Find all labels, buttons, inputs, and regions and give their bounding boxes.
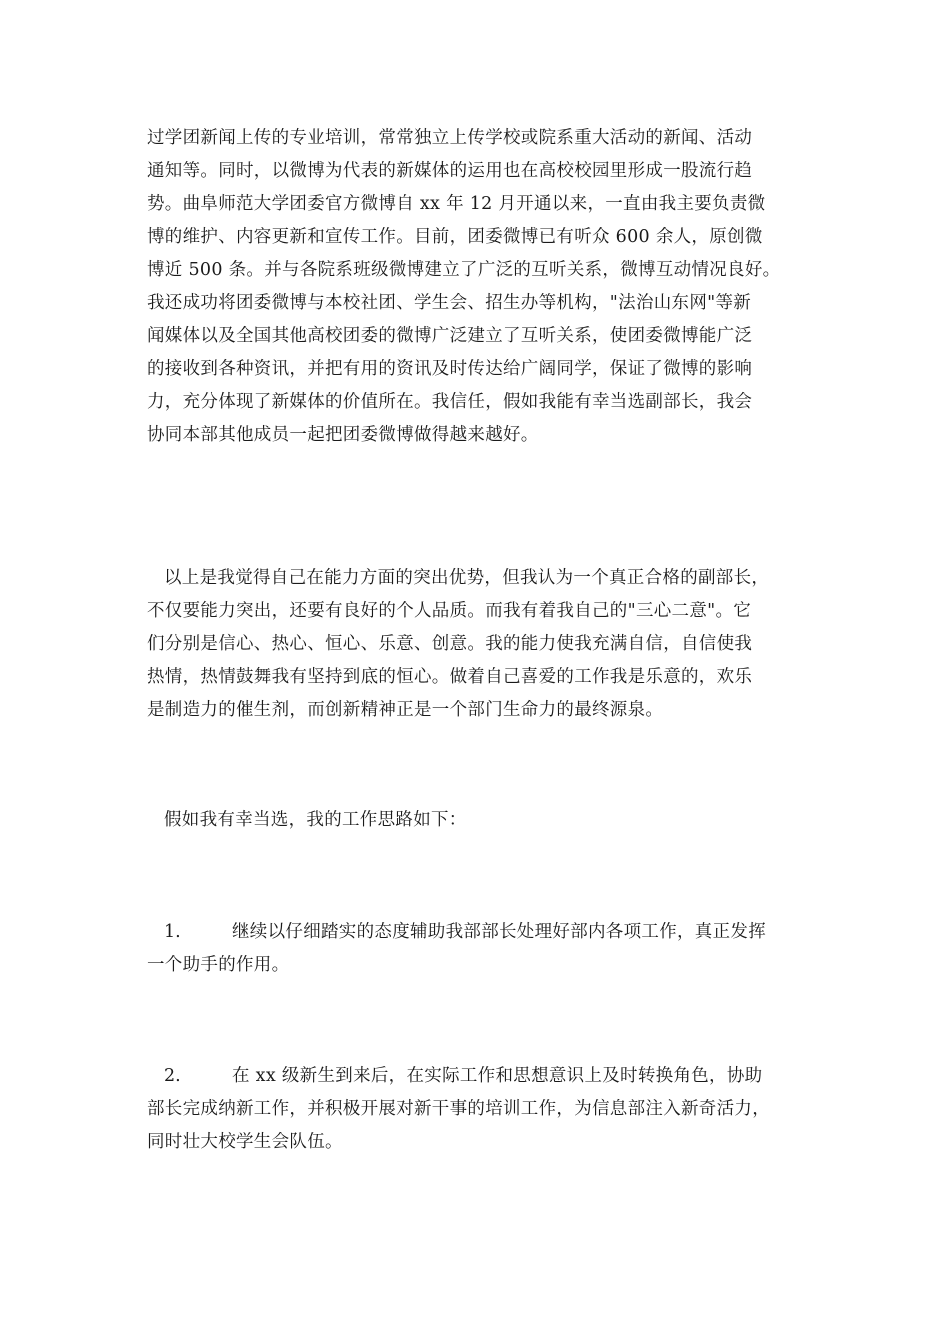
paragraph-2-line: 们分别是信心、热心、恒心、乐意、创意。我的能力使我充满自信，自信使我 <box>147 634 753 654</box>
paragraph-2-line: 不仅要能力突出，还要有良好的个人品质。而我有着我自己的"三心二意"。它 <box>147 601 752 621</box>
paragraph-1-line: 我还成功将团委微博与本校社团、学生会、招生办等机构，"法治山东网"等新 <box>147 293 752 313</box>
paragraph-1-line: 过学团新闻上传的专业培训，常常独立上传学校或院系重大活动的新闻、活动 <box>147 128 753 148</box>
list-item-1-line: 一个助手的作用。 <box>147 955 290 975</box>
list-item-1-number: 1. <box>164 922 181 942</box>
paragraph-2-line: 热情，热情鼓舞我有坚持到底的恒心。做着自己喜爱的工作我是乐意的，欢乐 <box>147 667 753 687</box>
paragraph-1-line: 力，充分体现了新媒体的价值所在。我信任，假如我能有幸当选副部长，我会 <box>147 392 753 412</box>
list-item-2-line: 部长完成纳新工作，并积极开展对新干事的培训工作，为信息部注入新奇活力， <box>147 1099 770 1119</box>
list-item-2-line: 同时壮大校学生会队伍。 <box>147 1132 343 1152</box>
list-item-2-line: 在 xx 级新生到来后，在实际工作和思想意识上及时转换角色，协助 <box>232 1066 763 1086</box>
paragraph-1-line: 博近 500 条。并与各院系班级微博建立了广泛的互听关系，微博互动情况良好。 <box>147 260 781 280</box>
paragraph-1-line: 闻媒体以及全国其他高校团委的微博广泛建立了互听关系，使团委微博能广泛 <box>147 326 753 346</box>
paragraph-1-line: 通知等。同时，以微博为代表的新媒体的运用也在高校校园里形成一股流行趋 <box>147 161 753 181</box>
paragraph-1-line: 的接收到各种资讯，并把有用的资讯及时传达给广阔同学，保证了微博的影响 <box>147 359 753 379</box>
paragraph-1-line: 势。曲阜师范大学团委官方微博自 xx 年 12 月开通以来，一直由我主要负责微 <box>147 194 766 214</box>
paragraph-1-line: 博的维护、内容更新和宣传工作。目前，团委微博已有听众 600 余人，原创微 <box>147 227 763 247</box>
list-item-2-number: 2. <box>164 1066 181 1086</box>
list-item-1-line: 继续以仔细踏实的态度辅助我部部长处理好部内各项工作，真正发挥 <box>232 922 766 942</box>
paragraph-2-line: 是制造力的催生剂，而创新精神正是一个部门生命力的最终源泉。 <box>147 700 664 720</box>
paragraph-3-line: 假如我有幸当选，我的工作思路如下： <box>164 810 467 830</box>
paragraph-1-line: 协同本部其他成员一起把团委微博做得越来越好。 <box>147 425 539 445</box>
paragraph-2-line: 以上是我觉得自己在能力方面的突出优势，但我认为一个真正合格的副部长， <box>164 568 770 588</box>
